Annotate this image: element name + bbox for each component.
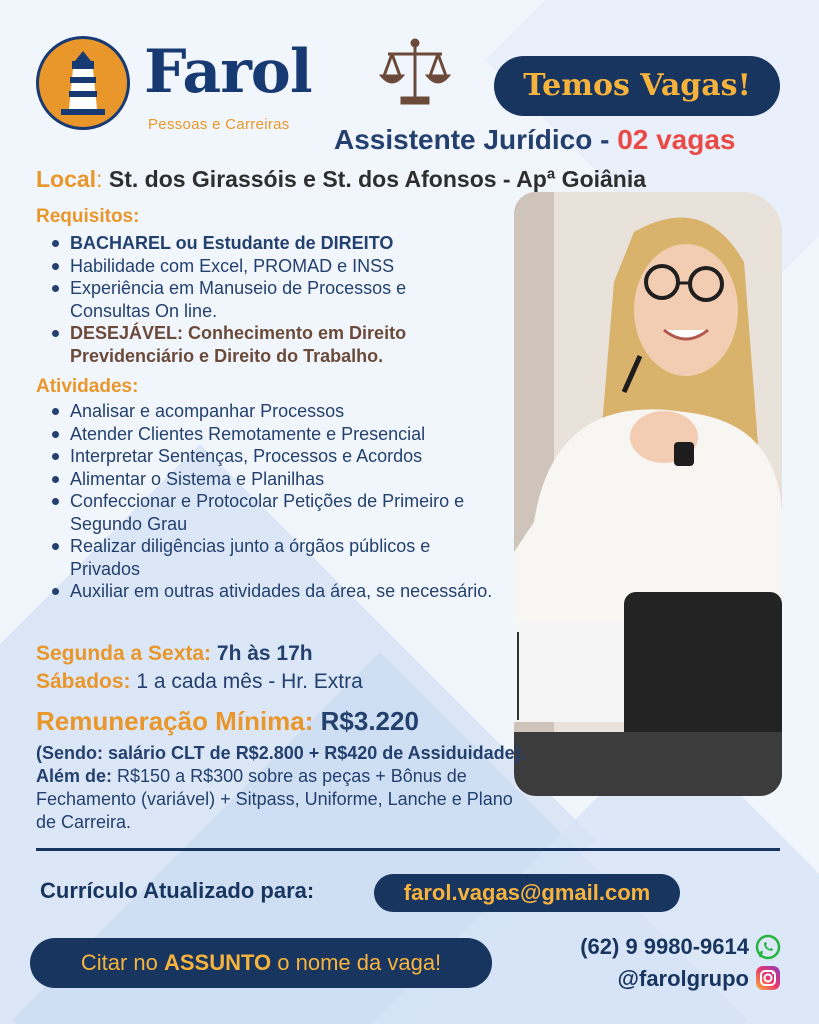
job-vagas-count: 02 vagas [617,124,736,155]
schedule-saturday [36,670,363,694]
location-value: St. dos Girassóis e St. dos Afonsos - Apª Goiânia [108,166,647,192]
lighthouse-logo-icon [36,36,130,130]
schedule-saturday-value: 1 a cada mês - Hr. Extra [130,670,363,693]
remuneration-title [36,706,419,737]
requisitos-title: Requisitos: [36,206,140,227]
divider [36,848,780,851]
phone-number[interactable]: (62) 9 9980-9614 [580,934,749,959]
cv-email-link[interactable]: farol.vagas@gmail.com [374,874,680,912]
schedule-weekdays-value: 7h às 17h [211,642,313,665]
list-item: DESEJÁVEL: Conhecimento em Direito Previdenciário e Direito do Trabalho. [48,322,488,367]
location-separator: : [96,166,109,192]
brand-subtitle: Pessoas e Carreiras [148,116,290,133]
schedule-saturday-label: Sábados: [36,670,131,693]
whatsapp-icon[interactable] [755,934,781,960]
instagram-icon[interactable] [755,965,781,991]
list-item: Confeccionar e Protocolar Petições de Primeiro e Segundo Grau [48,490,493,535]
remuneration-extras: R$150 a R$300 sobre as peças + Bônus de Fechamento (variável) + Sitpass, Uniforme, Lanche e Plano de Carreira. [36,766,513,832]
location [36,166,796,193]
schedule-weekdays-label: Segunda a Sexta: [36,642,212,665]
list-item: Analisar e acompanhar Processos [48,400,493,423]
remuneration-detail [36,742,536,834]
job-title [334,124,790,156]
scale-of-justice-icon [378,36,452,110]
remuneration-extra-label: Além de: [36,766,113,786]
vacancies-badge: Temos Vagas! [494,56,780,116]
atividades-title: Atividades: [36,376,139,397]
candidate-photo [514,192,782,796]
subject-instruction [30,938,492,988]
list-item: Alimentar o Sistema e Planilhas [48,468,493,491]
remuneration-breakdown: (Sendo: salário CLT de R$2.800 + R$420 de Assiduidade). [36,743,526,763]
cv-label: Currículo Atualizado para: [40,878,315,903]
remuneration-value: R$3.220 [320,706,419,736]
subject-text-pre: Citar no [80,950,164,975]
atividades-list [48,400,493,603]
location-label: Local [36,166,97,192]
list-item: Auxiliar em outras atividades da área, se necessário. [48,580,493,603]
subject-text-post: o nome da vaga! [271,950,442,975]
remuneration-label: Remuneração Mínima: [36,706,321,736]
list-item: Interpretar Sentenças, Processos e Acordos [48,445,493,468]
list-item: Atender Clientes Remotamente e Presencial [48,423,493,446]
schedule-weekdays [36,642,313,666]
job-title-text: Assistente Jurídico - [334,124,618,155]
requisitos-list [48,232,488,367]
instagram-handle[interactable]: @farolgrupo [617,966,749,991]
list-item: Habilidade com Excel, PROMAD e INSS [48,255,488,278]
brand-name: Farol [144,37,312,107]
list-item: Experiência em Manuseio de Processos e Consultas On line. [48,277,488,322]
list-item: Realizar diligências junto a órgãos públicos e Privados [48,535,493,580]
list-item: BACHAREL ou Estudante de DIREITO [48,232,488,255]
brand-logo [36,36,336,136]
subject-text-bold: ASSUNTO [163,950,272,975]
